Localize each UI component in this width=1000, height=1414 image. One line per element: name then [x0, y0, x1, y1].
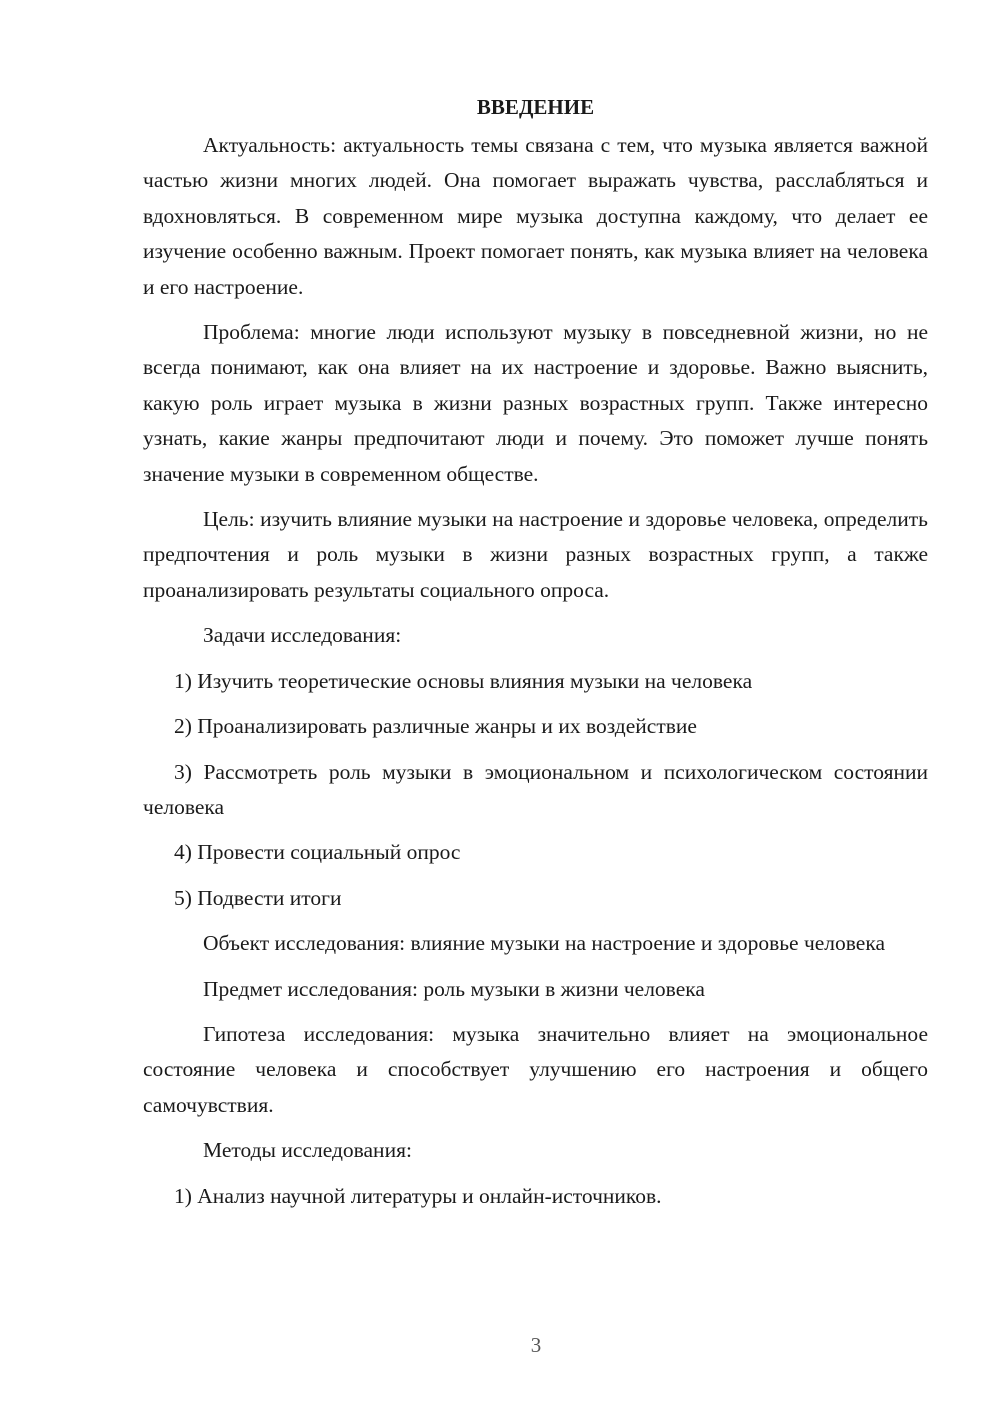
paragraph-hypothesis: Гипотеза исследования: музыка значительно влияет на эмоциональное состояние человека и способствует улучшению его настроения и общего самочувствия. — [143, 1021, 928, 1117]
paragraph-goal: Цель: изучить влияние музыки на настроение и здоровье человека, определить предпочтения и роль музыки в жизни разных возрастных групп, а также проанализировать результаты социального опроса. — [143, 507, 928, 602]
paragraph-subject: Предмет исследования: роль музыки в жизни человека — [203, 976, 705, 1001]
section-title: ВВЕДЕНИЕ — [476, 95, 595, 119]
method-item-1: 1) Анализ научной литературы и онлайн-источников. — [174, 1183, 662, 1208]
task-item-2: 2) Проанализировать различные жанры и их воздействие — [174, 714, 697, 739]
paragraph-problem: Проблема: многие люди используют музыку в повседневной жизни, но не всегда понимают, как она влияет на их настроение и здоровье. Важно выяснить, какую роль играет музыка в жизни разных возрастных групп. Также интересно узнать, какие жанры предпочитают люди и почему. Это поможет лучше понять значение музыки в современном обществе. — [143, 320, 928, 486]
paragraph-relevance: Актуальность: актуальность темы связана с тем, что музыка является важной частью жизни многих людей. Она помогает выражать чувства, расслабляться и вдохновляться. В современном мире музыка доступна каждому, что делает ее изучение особенно важным. Проект помогает понять, как музыка влияет на человека и его настроение. — [143, 133, 928, 299]
task-item-5: 5) Подвести итоги — [174, 885, 342, 910]
paragraph-object: Объект исследования: влияние музыки на настроение и здоровье человека — [203, 931, 886, 956]
task-item-1: 1) Изучить теоретические основы влияния музыки на человека — [174, 668, 753, 693]
tasks-heading: Задачи исследования: — [203, 623, 402, 648]
document-page — [143, 90, 928, 1224]
task-item-4: 4) Провести социальный опрос — [174, 840, 461, 865]
page-number: 3 — [530, 1333, 542, 1357]
task-item-3: 3) Рассмотреть роль музыки в эмоциональном и психологическом состоянии человека — [143, 759, 928, 819]
methods-heading: Методы исследования: — [203, 1138, 412, 1163]
